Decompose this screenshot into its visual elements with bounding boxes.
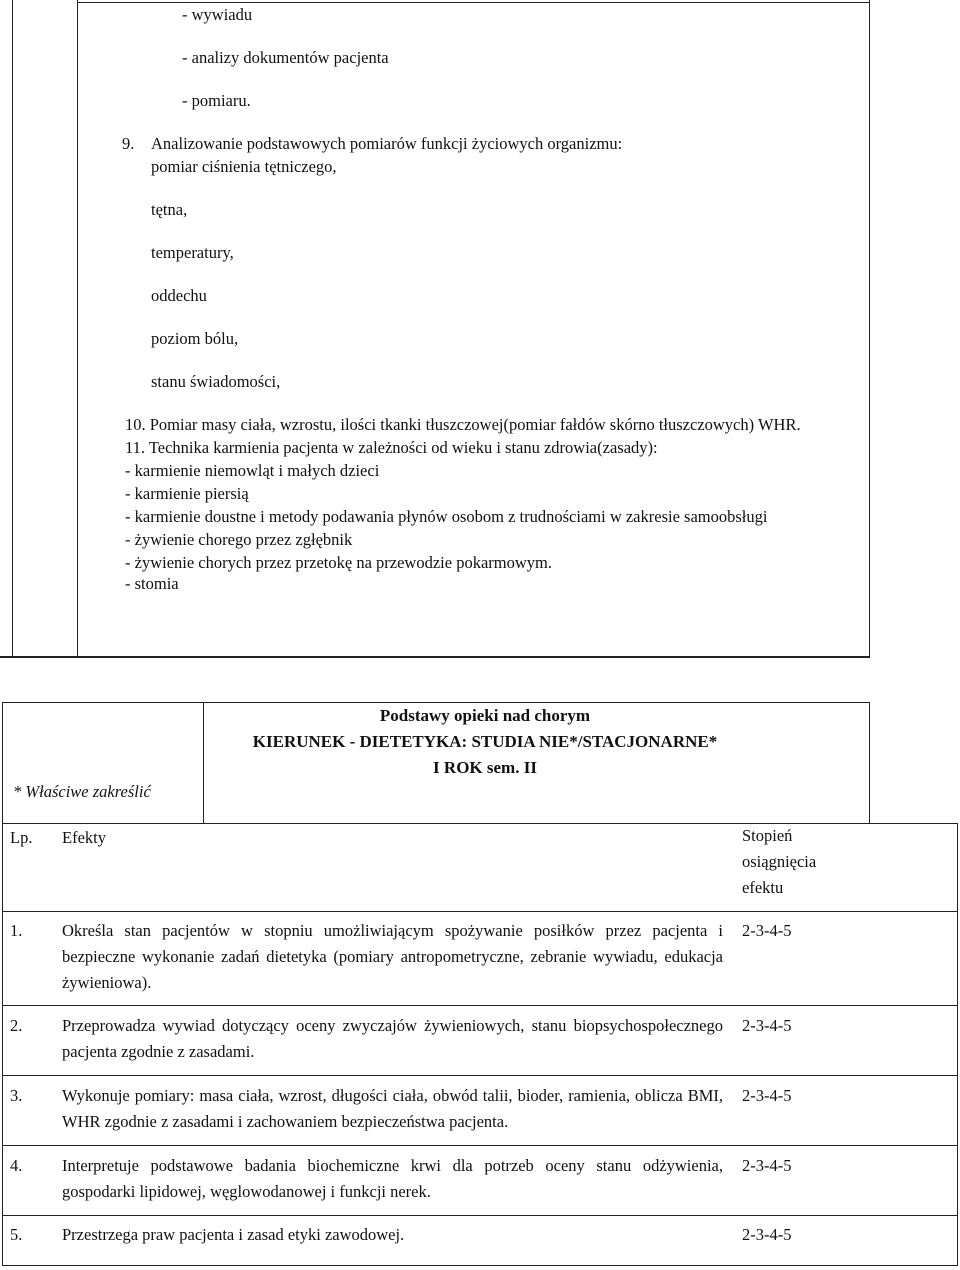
top-frame-right <box>869 0 870 656</box>
row-separator <box>2 1005 958 1006</box>
row-grade: 2-3-4-5 <box>742 1016 792 1035</box>
header-left-line <box>2 702 3 823</box>
column-header-stopien <box>742 823 816 901</box>
item-9-sub: poziom bólu, <box>151 329 239 348</box>
item-9-sub: pomiar ciśnienia tętniczego, <box>151 157 337 176</box>
footnote-note: * Właściwe zakreślić <box>13 782 151 801</box>
row-separator <box>2 1215 958 1216</box>
top-frame-top <box>77 2 869 3</box>
column-header-stopien-line: efektu <box>742 878 784 897</box>
header-right-line <box>869 702 870 823</box>
item-9-sub: temperatury, <box>151 243 234 262</box>
row-grade: 2-3-4-5 <box>742 1156 792 1175</box>
table-left-line <box>2 823 3 1266</box>
course-title: Podstawy opieki nad chorym <box>379 706 591 725</box>
row-separator <box>2 1075 958 1076</box>
row-effect: Wykonuje pomiary: masa ciała, wzrost, długości ciała, obwód talii, bioder, ramienia, oblicza BMI, WHR zgodnie z zasadami i zachowaniem bezpieczeństwa pacjenta. <box>62 1086 723 1131</box>
item-9-sub: tętna, <box>151 200 188 219</box>
row-effect: Przeprowadza wywiad dotyczący oceny zwyczajów żywieniowych, stanu biopsychospołecznego pacjenta zgodnie z zasadami. <box>62 1016 723 1061</box>
item-9-sub: oddechu <box>151 286 207 305</box>
table-right-line <box>957 823 958 1266</box>
column-header-efekty: Efekty <box>62 828 106 847</box>
row-grade: 2-3-4-5 <box>742 1086 792 1105</box>
course-program: KIERUNEK - DIETETYKA: STUDIA NIE*/STACJONARNE* <box>252 732 718 751</box>
list-item: - wywiadu <box>182 5 253 24</box>
row-number: 3. <box>10 1086 23 1105</box>
row-separator <box>2 911 958 912</box>
item-11-sub: - karmienie niemowląt i małych dzieci <box>125 461 380 480</box>
top-frame-bottom <box>0 656 870 658</box>
item-10: 10. Pomiar masy ciała, wzrostu, ilości tkanki tłuszczowej(pomiar fałdów skórno tłuszczowych) WHR. <box>125 415 801 434</box>
row-effect: Interpretuje podstawowe badania biochemiczne krwi dla potrzeb oceny stanu odżywienia, gospodarki lipidowej, węglowodanowej i funkcji nerek. <box>62 1156 723 1201</box>
row-number: 1. <box>10 921 23 940</box>
item-11-sub: - żywienie chorego przez zgłębnik <box>125 530 353 549</box>
row-effect: Przestrzega praw pacjenta i zasad etyki zawodowej. <box>62 1225 405 1244</box>
column-header-stopien-line: osiągnięcia <box>742 852 817 871</box>
row-grade: 2-3-4-5 <box>742 921 792 940</box>
column-header-stopien-line: Stopień <box>742 826 793 845</box>
row-effect: Określa stan pacjentów w stopniu umożliwiającym spożywanie posiłków przez pacjenta i bezpieczne wykonanie zadań dietetyka (pomiary antropometryczne, zebranie wywiadu, edukacja żywieniowa). <box>62 921 723 992</box>
item-9-line: Analizowanie podstawowych pomiarów funkcji życiowych organizmu: <box>151 134 623 153</box>
item-11-sub: - karmienie doustne i metody podawania płynów osobom z trudnościami w zakresie samoobsługi <box>125 507 768 526</box>
list-item: - analizy dokumentów pacjenta <box>182 48 389 67</box>
course-year: I ROK sem. II <box>433 758 537 777</box>
item-11: 11. Technika karmienia pacjenta w zależności od wieku i stanu zdrowia(zasady): <box>125 438 658 457</box>
list-item: - pomiaru. <box>182 91 251 110</box>
row-separator <box>2 1145 958 1146</box>
item-9-sub: stanu świadomości, <box>151 372 281 391</box>
top-frame-left <box>12 0 13 656</box>
item-11-sub: - stomia <box>125 574 179 593</box>
item-11-sub: - karmienie piersią <box>125 484 249 503</box>
row-number: 2. <box>10 1016 23 1035</box>
top-frame-inner <box>77 0 78 656</box>
item-9-number: 9. <box>122 134 135 153</box>
row-number: 4. <box>10 1156 23 1175</box>
table-bottom-line <box>2 1265 958 1266</box>
row-number: 5. <box>10 1225 23 1244</box>
item-11-sub: - żywienie chorych przez przetokę na przewodzie pokarmowym. <box>125 553 552 572</box>
column-header-lp: Lp. <box>10 828 33 847</box>
row-grade: 2-3-4-5 <box>742 1225 792 1244</box>
